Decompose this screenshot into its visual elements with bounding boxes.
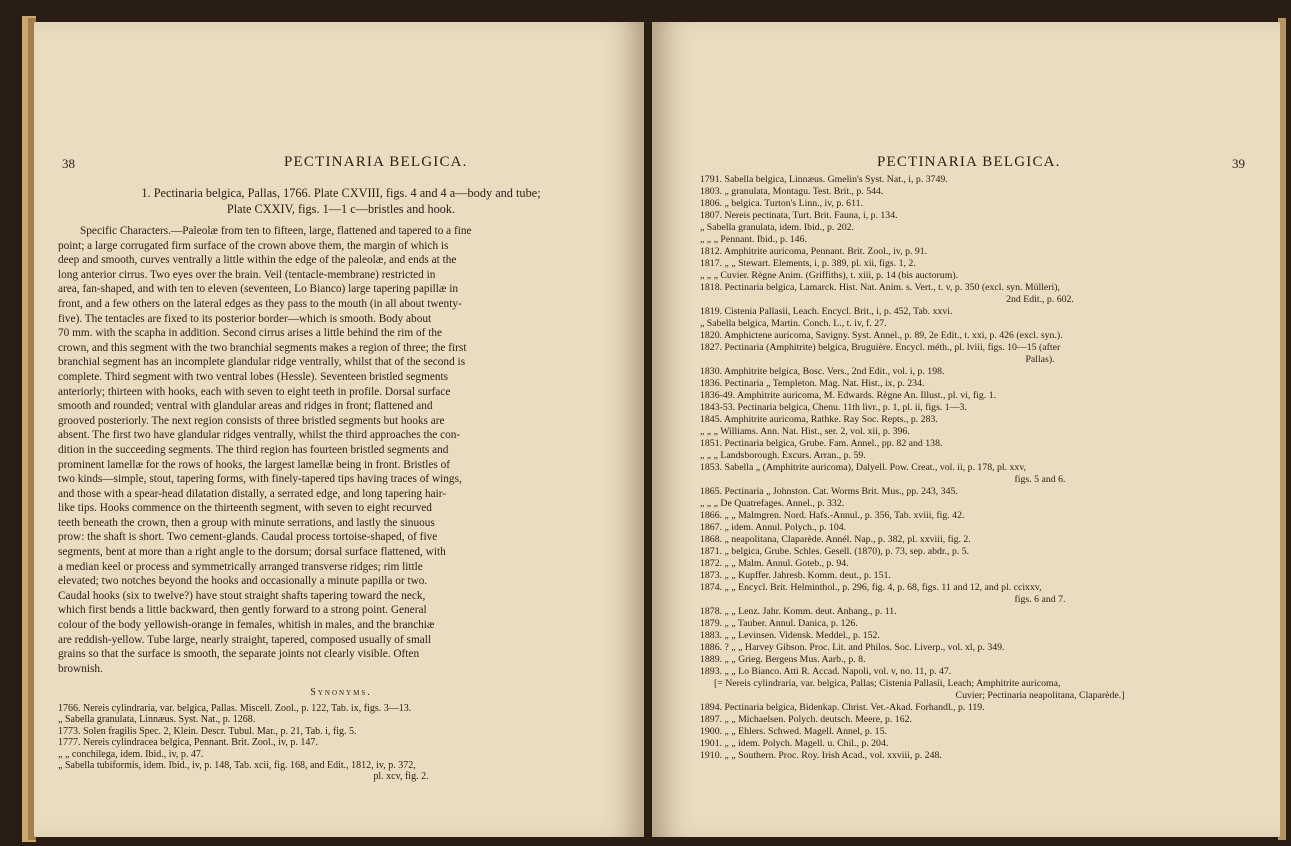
synonyms-heading: Synonyms. bbox=[310, 687, 372, 699]
synonym-entry: 1901. „ „ idem. Polych. Magell. u. Chil., p. 204. bbox=[700, 738, 889, 749]
page-number: 39 bbox=[1232, 156, 1245, 171]
synonym-entry: 1843-53. Pectinaria belgica, Chenu. 11th livr., p. 1, pl. ii, figs. 1—3. bbox=[700, 402, 967, 413]
synonym-entry: 1865. Pectinaria „ Johnston. Cat. Worms Brit. Mus., pp. 243, 345. bbox=[700, 486, 958, 497]
synonym-entry: „ „ „ De Quatrefages. Annel., p. 332. bbox=[700, 498, 845, 509]
synonym-entry: 1878. „ „ Lenz. Jahr. Komm. deut. Anhang., p. 11. bbox=[700, 606, 897, 617]
page-number: 38 bbox=[62, 156, 75, 171]
synonym-entry: 1867. „ idem. Annul. Polych., p. 104. bbox=[700, 522, 847, 533]
synonym-entry: 1871. „ belgica, Grube. Schles. Gesell. (1870), p. 73, sep. abdr., p. 5. bbox=[700, 546, 970, 557]
synonym-entry: „ Sabella tubiformis, idem. Ibid., iv, p. 148, Tab. xcii, fig. 168, and Edit., 1812, iv, p. 372, bbox=[58, 760, 416, 772]
synonym-entry: 1820. Amphictene auricoma, Savigny. Syst. Annel., p. 89, 2e Edit., t. xxi, p. 426 (excl. syn.). bbox=[700, 330, 1063, 341]
synonym-entry: 1766. Nereis cylindraria, var. belgica, Pallas. Miscell. Zool., p. 122, Tab. ix, figs. 3—13. bbox=[58, 703, 412, 714]
running-head: PECTINARIA BELGICA. bbox=[877, 154, 1061, 170]
synonym-entry: 1817. „ „ Stewart. Elements, i, p. 389, pl. xii, figs. 1, 2. bbox=[700, 258, 916, 269]
synonym-entry: 1886. ? „ „ Harvey Gibson. Proc. Lit. and Philos. Soc. Liverp., vol. xl, p. 349. bbox=[700, 642, 1005, 653]
synonym-entry: 1807. Nereis pectinata, Turt. Brit. Fauna, i, p. 134. bbox=[700, 210, 898, 221]
synonyms-list-continued bbox=[700, 174, 1260, 762]
synonym-entry-continuation: pl. xcv, fig. 2. bbox=[373, 771, 429, 783]
synonym-entry: 1827. Pectinaria (Amphitrite) belgica, Bruguière. Encycl. méth., pl. lviii, figs. 10—15 (after bbox=[700, 342, 1061, 353]
synonym-entry: „ „ „ Landsborough. Excurs. Arran., p. 59. bbox=[700, 450, 866, 461]
synonym-entry: 1900. „ „ Ehlers. Schwed. Magell. Annel, p. 15. bbox=[700, 726, 887, 737]
synonym-entry: „ „ „ Pennant. Ibid., p. 146. bbox=[700, 234, 807, 245]
synonym-entry: 1830. Amphitrite belgica, Bosc. Vers., 2nd Edit., vol. i, p. 198. bbox=[700, 366, 945, 377]
synonym-entry: 1851. Pectinaria belgica, Grube. Fam. Annel., pp. 82 and 138. bbox=[700, 438, 943, 449]
specific-characters-paragraph: Specific Characters.—Paleolæ from ten to fifteen, large, flattened and tapered to a fine point; a large corrugated firm surface of the crown above them, the margin of which is deep and smooth, curves ventrally a little within the edge of the paleolæ, and ends at the long anterior cirrus. Two eyes over the brain. Veil (tentacle-membrane) restricted in area, fan-shaped, and with ten to eleven (seventeen, Lo Bianco) large tapering papillæ in front, and a few others on the lateral edges as they pass to the mouth (in all about twenty- five). The tentacles are fixed to its posterior border—which is smooth. Body about 70 mm. with the scapha in addition. Second cirrus arises a little behind the rim of the crown, and this segment with the two branchial segments makes a region of three; the first branchial segment has an incomplete glandular ridge ventrally, whilst that of the second is complete. Third segment with two ventral lobes (Hessle). Seventeen bristled segments anteriorly; thirteen with hooks, each with seven to eight teeth in profile. Dorsal surface smooth and rounded; ventral with glandular areas and ridges in front; flattened and grooved posteriorly. The next region consists of three bristled segments but hooks are absent. The first two have glandular ridges ventrally, whilst the third approaches the con- dition in the succeeding segments. The third region has fourteen bristled segments and prominent lamellæ for the rows of hooks, the largest lamellæ being in front. Bristles of two kinds—simple, stout, tapering forms, with finely-tapered tips having traces of wings, and those with a spear-head dilatation distally, a serrated edge, and long tapering hair- like tips. Hooks commence on the thirteenth segment, with seven to eight recurved teeth beneath the crown, then a group with minute serrations, and lastly the sinuous prow: the shaft is short. Two cement-glands. Caudal process tortoise-shaped, of five segments, bent at more than a right angle to the dorsum; dorsal surface flattened, with a median keel or process and symmetrically arranged transverse ridges; rim little elevated; two notches beyond the hooks and occasionally a minute papilla or two. Caudal hooks (six to twelve?) have stout straight shafts tapering toward the neck, which first bends a little backward, then gently forward to a strong point. General colour of the body yellowish-orange in females, whitish in males, and the branchiæ are reddish-yellow. Tube large, nearly straight, tapered, composed usually of small grains so that the surface is smooth, the separate joints not clearly visible. Often brownish. bbox=[58, 225, 472, 675]
synonym-entry: 1819. Cistenia Pallasii, Leach. Encycl. Brit., i, p. 452, Tab. xxvi. bbox=[700, 306, 953, 317]
bracket-note-continuation: Cuvier; Pectinaria neapolitana, Claparède.] bbox=[955, 690, 1125, 701]
synonym-entry: 1836. Pectinaria „ Templeton. Mag. Nat. Hist., ix, p. 234. bbox=[700, 378, 925, 389]
synonym-entry: 1806. „ belgica. Turton's Linn., iv, p. 611. bbox=[700, 198, 863, 209]
synonym-entry: 1910. „ „ Southern. Proc. Roy. Irish Acad., vol. xxviii, p. 248. bbox=[700, 750, 942, 761]
synonym-entry: 1872. „ „ Malm. Annul. Goteb., p. 94. bbox=[700, 558, 849, 569]
synonym-entry: 1883. „ „ Levinsen. Vidensk. Meddel., p. 152. bbox=[700, 630, 880, 641]
synonym-entry: „ „ „ Cuvier. Règne Anim. (Griffiths), t. xiii, p. 14 (bis auctorum). bbox=[700, 270, 959, 281]
synonym-entry: 1873. „ „ Kupffer. Jahresb. Komm. deut., p. 151. bbox=[700, 570, 891, 581]
synonym-entry: 1894. Pectinaria belgica, Bidenkap. Christ. Vet.-Akad. Forhandl., p. 119. bbox=[700, 702, 985, 713]
synonym-entry: 1866. „ „ Malmgren. Nord. Hafs.-Annul., p. 356, Tab. xviii, fig. 42. bbox=[700, 510, 965, 521]
synonym-entry: 1845. Amphitrite auricoma, Rathke. Ray Soc. Repts., p. 283. bbox=[700, 414, 938, 425]
synonym-entry: 1879. „ „ Tauber. Annul. Danica, p. 126. bbox=[700, 618, 858, 629]
synonyms-list bbox=[58, 703, 624, 783]
synonym-entry-continuation: figs. 5 and 6. bbox=[1014, 474, 1066, 485]
synonym-entry: 1874. „ „ Encycl. Brit. Helminthol., p. 296, fig. 4, p. 68, figs. 11 and 12, and pl. ccixxv, bbox=[700, 582, 1042, 593]
synonym-entry: „ Sabella granulata, Linnæus. Syst. Nat., p. 1268. bbox=[58, 714, 256, 726]
synonym-entry: 1897. „ „ Michaelsen. Polych. deutsch. Meere, p. 162. bbox=[700, 714, 912, 725]
synonym-entry: 1853. Sabella „ (Amphitrite auricoma), Dalyell. Pow. Creat., vol. ii, p. 178, pl. xxv, bbox=[700, 462, 1027, 473]
synonym-entry: 1812. Amphitrite auricoma, Pennant. Brit. Zool., iv, p. 91. bbox=[700, 246, 928, 257]
left-text bbox=[58, 185, 624, 783]
bracket-note: [= Nereis cylindraria, var. belgica, Pallas; Cistenia Pallasii, Leach; Amphitrite auricoma, bbox=[714, 678, 1061, 689]
species-heading: 1. Pectinaria belgica, Pallas, 1766. Plate CXVIII, figs. 4 and 4 a—body and tube; Plate CXXIV, figs. 1—1 c—bristles and hook. bbox=[141, 186, 541, 216]
left-page bbox=[34, 22, 644, 837]
synonym-entry: 1868. „ neapolitana, Claparède. Annél. Nap., p. 382, pl. xxviii, fig. 2. bbox=[700, 534, 971, 545]
synonym-entry-continuation: 2nd Edit., p. 602. bbox=[1006, 294, 1074, 305]
right-page bbox=[652, 22, 1280, 837]
synonym-entry: 1893. „ „ Lo Bianco. Atti R. Accad. Napoli, vol. v, no. 11, p. 47. bbox=[700, 666, 952, 677]
synonym-entry: „ Sabella belgica, Martin. Conch. L., t. iv, f. 27. bbox=[700, 318, 887, 329]
synonym-entry-continuation: figs. 6 and 7. bbox=[1014, 594, 1066, 605]
running-head: PECTINARIA BELGICA. bbox=[284, 154, 468, 170]
synonym-entry: 1889. „ „ Grieg. Bergens Mus. Aarb., p. 8. bbox=[700, 654, 866, 665]
synonym-entry: 1803. „ granulata, Montagu. Test. Brit., p. 544. bbox=[700, 186, 884, 197]
synonym-entry: „ Sabella granulata, idem. Ibid., p. 202. bbox=[700, 222, 854, 233]
synonym-entry: „ „ „ Williams. Ann. Nat. Hist., ser. 2, vol. xii, p. 396. bbox=[700, 426, 910, 437]
synonym-entry: „ „ conchilega, idem. Ibid., iv, p. 47. bbox=[58, 748, 204, 760]
synonym-entry: 1818. Pectinaria belgica, Lamarck. Hist. Nat. Anim. s. Vert., t. v, p. 350 (excl. syn. Mülleri), bbox=[700, 282, 1060, 293]
synonym-entry: 1773. Solen fragilis Spec. 2, Klein. Descr. Tubul. Mar., p. 21, Tab. i, fig. 5. bbox=[58, 725, 357, 737]
synonym-entry: 1836-49. Amphitrite auricoma, M. Edwards. Règne An. Illust., pl. vi, fig. 1. bbox=[700, 390, 997, 401]
synonym-entry-continuation: Pallas). bbox=[1025, 354, 1055, 365]
synonym-entry: 1777. Nereis cylindracea belgica, Pennant. Brit. Zool., iv, p. 147. bbox=[58, 737, 318, 749]
synonym-entry: 1791. Sabella belgica, Linnæus. Gmelin's Syst. Nat., i, p. 3749. bbox=[700, 174, 948, 185]
